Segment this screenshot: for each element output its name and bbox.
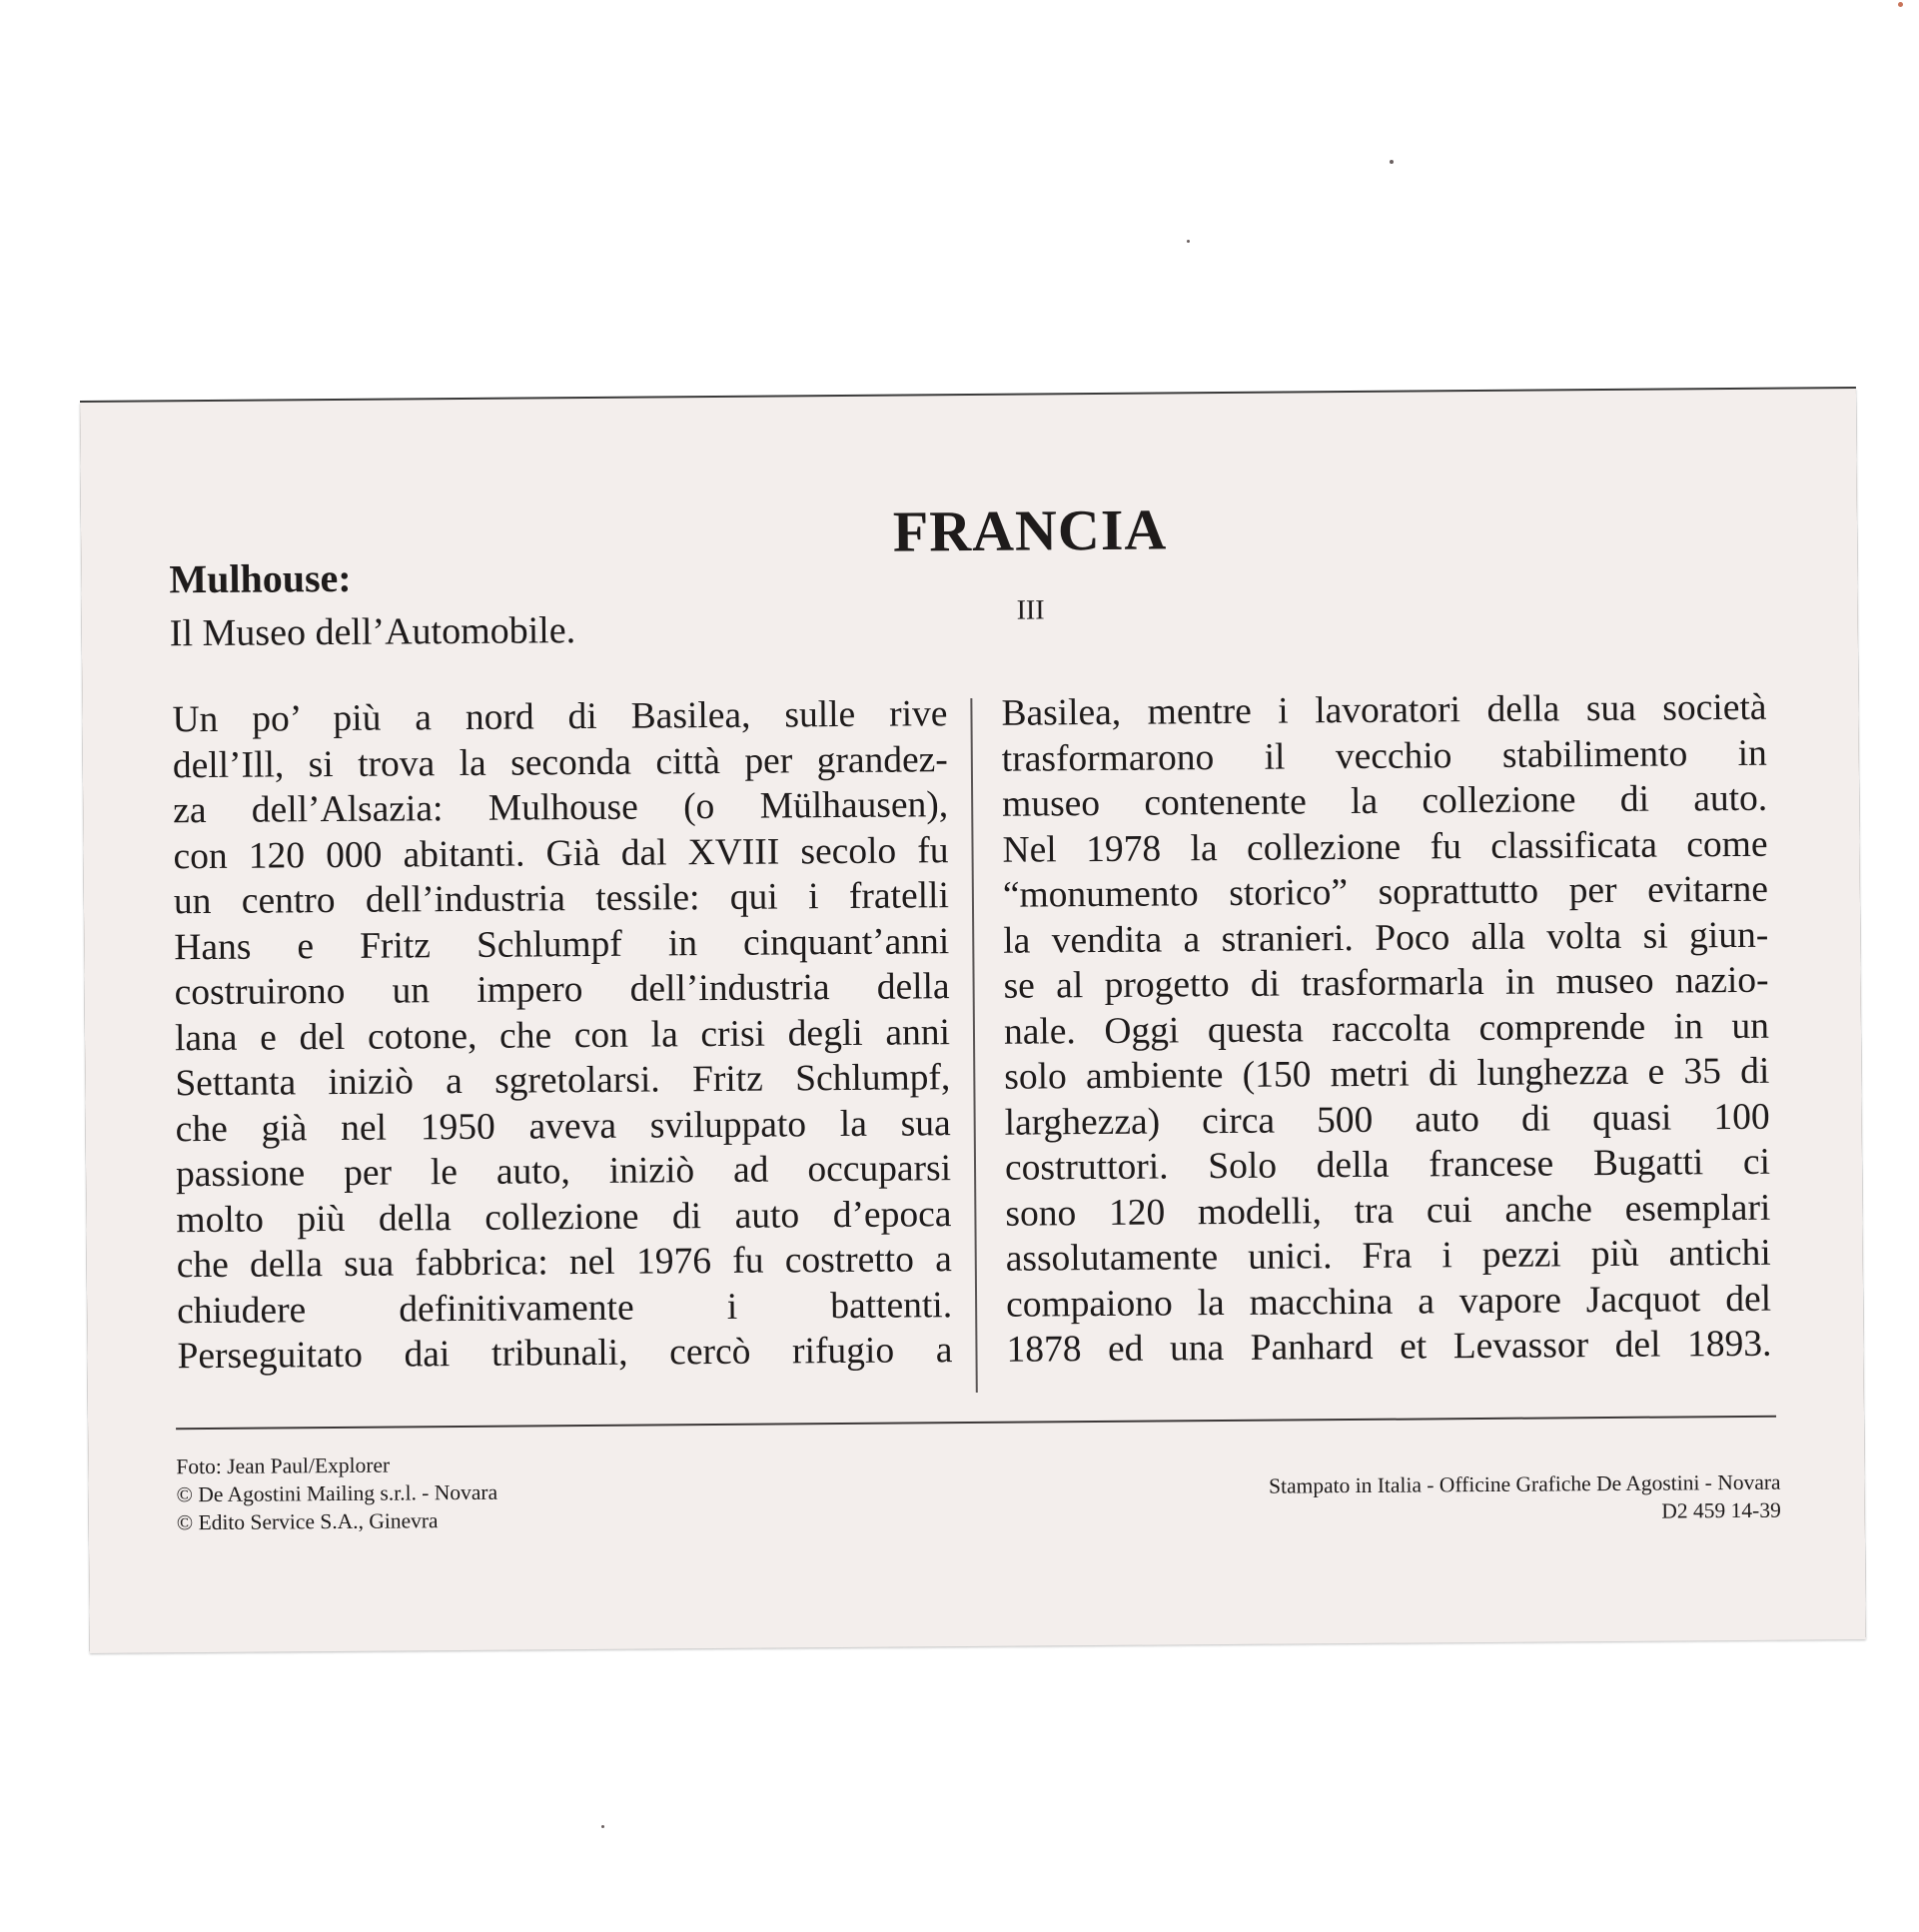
right-text-column (1001, 685, 1771, 1373)
text-line: assolutamente unici. Fra i pezzi più antichi (1005, 1232, 1771, 1280)
text-line: solo ambiente (150 metri di lunghezza e 35 di (1004, 1050, 1770, 1098)
left-text-column (172, 691, 952, 1380)
section-number: III (1016, 594, 1045, 626)
footer-rule (176, 1416, 1776, 1431)
text-line: un centro dell’industria tessile: qui i fratelli (173, 875, 950, 923)
column-divider (970, 698, 977, 1393)
text-line: museo contenente la collezione di auto. (1002, 777, 1768, 825)
photo-credits (176, 1450, 497, 1537)
paper-speck (1390, 160, 1394, 164)
text-line: costruttori. Solo della francese Bugatti ci (1004, 1141, 1771, 1189)
text-line: Basilea, mentre i lavoratori della sua società (1001, 686, 1767, 734)
credit-line: © De Agostini Mailing s.r.l. - Novara (176, 1479, 498, 1507)
text-line: “monumento storico” soprattutto per evitarne (1002, 868, 1769, 916)
text-line: Perseguitato dai tribunali, cercò rifugio a (177, 1330, 953, 1378)
print-info (1269, 1468, 1781, 1528)
paper-speck (1187, 240, 1190, 243)
text-line: larghezza) circa 500 auto di quasi 100 (1004, 1096, 1770, 1144)
text-line: trasformarono il vecchio stabilimento in (1001, 732, 1767, 780)
card-title: FRANCIA (892, 496, 1168, 564)
text-line: la vendita a stranieri. Poco alla volta si giun- (1003, 914, 1769, 962)
text-line: sono 120 modelli, tra cui anche esemplari (1005, 1187, 1771, 1235)
paper-speck (601, 1825, 604, 1828)
text-line: za dell’Alsazia: Mulhouse (o Mülhausen), (173, 784, 949, 832)
text-line: Hans e Fritz Schlumpf in cinquant’anni (174, 920, 950, 968)
printer-line: Stampato in Italia - Officine Grafiche De Agostini - Novara (1269, 1469, 1781, 1498)
text-line: lana e del cotone, che con la crisi degli anni (174, 1011, 951, 1059)
text-line: passione per le auto, iniziò ad occuparsi (175, 1148, 952, 1196)
text-line: compaiono la macchina a vapore Jacquot del (1005, 1278, 1772, 1326)
credit-line: Foto: Jean Paul/Explorer (176, 1452, 391, 1479)
text-line: dell’Ill, si trova la seconda città per grandez- (172, 738, 948, 786)
text-line: che della sua fabbrica: nel 1976 fu costretto a (176, 1239, 952, 1287)
text-line: se al progetto di trasformarla in museo nazio- (1003, 959, 1769, 1007)
text-line: Un po’ più a nord di Basilea, sulle rive (172, 693, 948, 741)
product-code: D2 459 14-39 (1661, 1497, 1781, 1523)
text-line: nale. Oggi questa raccolta comprende in un (1003, 1005, 1770, 1053)
paper-speck (1898, 2, 1903, 7)
text-line: con 120 000 abitanti. Già dal XVIII secolo fu (173, 829, 949, 877)
text-line: chiudere definitivamente i battenti. (176, 1284, 953, 1332)
postcard-back (80, 389, 1866, 1653)
text-line: costruirono un impero dell’industria della (174, 966, 950, 1014)
place-name: Mulhouse: (169, 554, 352, 602)
text-line: molto più della collezione di auto d’epoca (176, 1193, 952, 1241)
card-subtitle: Il Museo dell’Automobile. (169, 609, 576, 655)
text-line: Nel 1978 la collezione fu classificata come (1002, 823, 1768, 871)
credit-line: © Edito Service S.A., Ginevra (176, 1508, 439, 1535)
text-line: 1878 ed una Panhard et Levassor del 1893. (1006, 1323, 1772, 1371)
text-line: Settanta iniziò a sgretolarsi. Fritz Schlumpf, (175, 1057, 951, 1105)
text-line: che già nel 1950 aveva sviluppato la sua (175, 1102, 951, 1150)
